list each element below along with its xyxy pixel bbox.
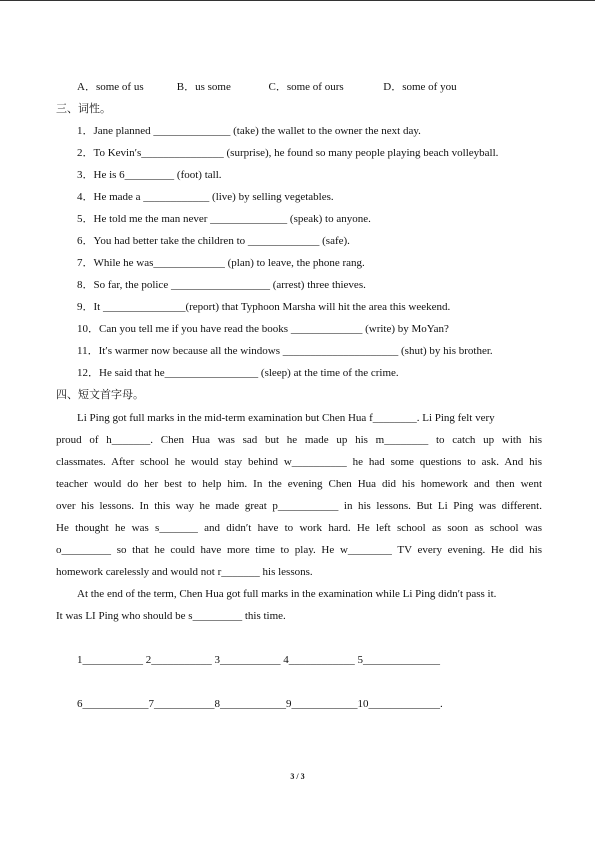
top-rule <box>0 0 595 1</box>
section3-heading: 三、词性。 <box>56 103 111 115</box>
passage-line: It was LI Ping who should be s_________ this time. <box>56 610 286 622</box>
question-item: 6．You had better take the children to _____________ (safe). <box>77 235 350 247</box>
question-item: 2．To Kevin′s_______________ (surprise), he found so many people playing beach volleyball. <box>77 147 499 159</box>
choice-d: D．some of you <box>383 81 457 93</box>
passage-line: Li Ping got full marks in the mid-term examination but Chen Hua f________. Li Ping felt very <box>77 412 495 424</box>
question-item: 10．Can you tell me if you have read the books _____________ (write) by MoYan? <box>77 323 449 335</box>
question-item: 11．It′s warmer now because all the windows _____________________ (shut) by his brother. <box>77 345 493 357</box>
question-item: 5．He told me the man never ______________ (speak) to anyone. <box>77 213 371 225</box>
question-item: 7．While he was_____________ (plan) to leave, the phone rang. <box>77 257 365 269</box>
choice-a: A．some of us <box>77 81 144 93</box>
passage-line: classmates. After school he would stay behind w__________ he had some questions to ask. And his <box>56 456 542 468</box>
answer-choices <box>77 80 457 94</box>
passage-line: He thought he was s_______ and didn′t have to work hard. He left school as soon as school was <box>56 522 542 534</box>
choice-c: C．some of ours <box>268 81 344 93</box>
section4-heading: 四、短文首字母。 <box>56 389 144 401</box>
passage-line: over his lessons. In this way he made great p___________ in his lessons. But Li Ping was different. <box>56 500 542 512</box>
passage-line: o_________ so that he could have more time to play. He w________ TV every evening. He did his <box>56 544 542 556</box>
passage-line: homework carelessly and would not r_______ his lessons. <box>56 566 313 578</box>
passage-line: At the end of the term, Chen Hua got full marks in the examination while Li Ping didn′t pass it. <box>77 588 497 600</box>
question-item: 9．It _______________(report) that Typhoon Marsha will hit the area this weekend. <box>77 301 451 313</box>
page-number: 3 / 3 <box>290 772 305 781</box>
question-item: 1．Jane planned ______________ (take) the wallet to the owner the next day. <box>77 125 421 137</box>
question-item: 12．He said that he_________________ (sleep) at the time of the crime. <box>77 367 399 379</box>
question-item: 8．So far, the police __________________ (arrest) three thieves. <box>77 279 366 291</box>
question-item: 4．He made a ____________ (live) by selling vegetables. <box>77 191 334 203</box>
answer-blanks-row-1: 1___________ 2___________ 3___________ 4____________ 5______________ <box>77 654 440 666</box>
choice-b: B．us some <box>176 81 231 93</box>
passage-line: proud of h_______. Chen Hua was sad but he made up his m________ to catch up with his <box>56 434 542 446</box>
answer-blanks-row-2: 6____________7___________8____________9____________10_____________. <box>77 698 443 710</box>
question-item: 3．He is 6_________ (foot) tall. <box>77 169 222 181</box>
passage-line: teacher would do her best to help him. In the evening Chen Hua did his homework and then went <box>56 478 542 490</box>
